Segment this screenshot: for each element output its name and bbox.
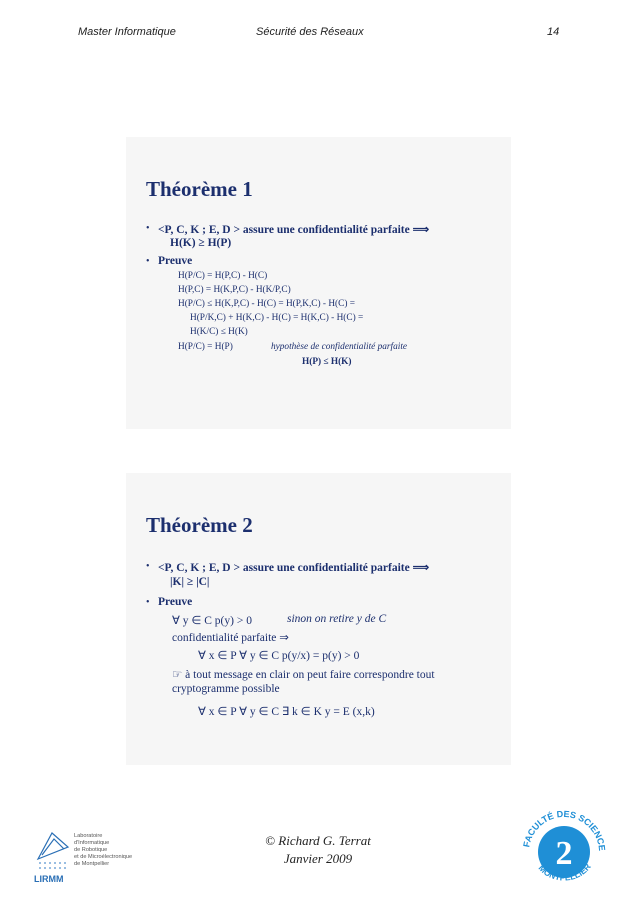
proof-heading: Preuve — [158, 596, 193, 608]
proof-heading: Preuve — [158, 255, 193, 267]
footer-date: Janvier 2009 — [283, 851, 353, 866]
svg-text:et de Microélectronique: et de Microélectronique — [74, 854, 133, 860]
header-subject: Sécurité des Réseaux — [256, 26, 364, 38]
proof-line: ∀ x ∈ P ∀ y ∈ C p(y/x) = p(y) > 0 — [198, 650, 360, 662]
proof-line: ∀ x ∈ P ∀ y ∈ C ∃ k ∈ K y = E (x,k) — [198, 706, 375, 718]
proof-note: hypothèse de confidentialité parfaite — [271, 342, 408, 352]
svg-text:FACULTÉ DES SCIENCES: FACULTÉ DES SCIENCE — [521, 808, 608, 852]
bullet-icon: • — [146, 561, 150, 572]
theorem-statement: <P, C, K ; E, D > assure une confidentialité parfaite ⟹ — [158, 562, 430, 574]
footer-author: © Richard G. Terrat — [265, 833, 371, 848]
slide-theorem-1 — [126, 137, 511, 429]
bullet-icon: • — [146, 256, 150, 267]
lirmm-logo — [34, 825, 152, 885]
svg-text:Laboratoire: Laboratoire — [74, 833, 103, 839]
proof-line: confidentialité parfaite ⇒ — [172, 632, 289, 644]
theorem-conclusion: H(K) ≥ H(P) — [170, 237, 232, 249]
proof-line: cryptogramme possible — [172, 683, 280, 695]
slide-theorem-2 — [126, 473, 511, 765]
svg-text:d'Informatique: d'Informatique — [74, 840, 110, 846]
proof-note: sinon on retire y de C — [287, 613, 387, 625]
svg-text:de Robotique: de Robotique — [74, 847, 108, 853]
proof-line: H(P/C) = H(P,C) - H(C) — [178, 271, 268, 281]
proof-line: ∀ y ∈ C p(y) > 0 — [172, 615, 252, 627]
theorem-statement: <P, C, K ; E, D > assure une confidentialité parfaite ⟹ — [158, 224, 430, 236]
proof-line: ☞ à tout message en clair on peut faire correspondre tout — [172, 669, 435, 681]
theorem-conclusion: |K| ≥ |C| — [170, 576, 210, 588]
slide-title: Théorème 1 — [146, 177, 253, 201]
svg-text:2: 2 — [555, 835, 573, 872]
proof-line: H(K/C) ≤ H(K) — [190, 327, 248, 337]
bullet-icon: • — [146, 223, 150, 234]
proof-line: H(P,C) = H(K,P,C) - H(K/P,C) — [178, 285, 291, 295]
proof-line: H(P/C) ≤ H(K,P,C) - H(C) = H(P,K,C) - H(C) = — [178, 299, 355, 309]
proof-line: H(P/C) = H(P) — [178, 342, 233, 352]
svg-text:LIRMM: LIRMM — [34, 874, 64, 884]
svg-text:de Montpellier: de Montpellier — [74, 861, 110, 867]
lirmm-emblem-icon — [34, 825, 152, 885]
svg-text:MONTPELLIER: MONTPELLIER — [536, 861, 593, 883]
faculte-sciences-logo — [517, 808, 611, 890]
bullet-icon: • — [146, 597, 150, 608]
proof-conclusion: H(P) ≤ H(K) — [302, 357, 352, 367]
faculte-seal-icon — [517, 808, 611, 890]
header-course: Master Informatique — [78, 26, 176, 38]
proof-line: H(P/K,C) + H(K,C) - H(C) = H(K,C) - H(C) = — [190, 313, 364, 323]
header-page-number: 14 — [547, 26, 560, 38]
slide-title: Théorème 2 — [146, 513, 253, 537]
